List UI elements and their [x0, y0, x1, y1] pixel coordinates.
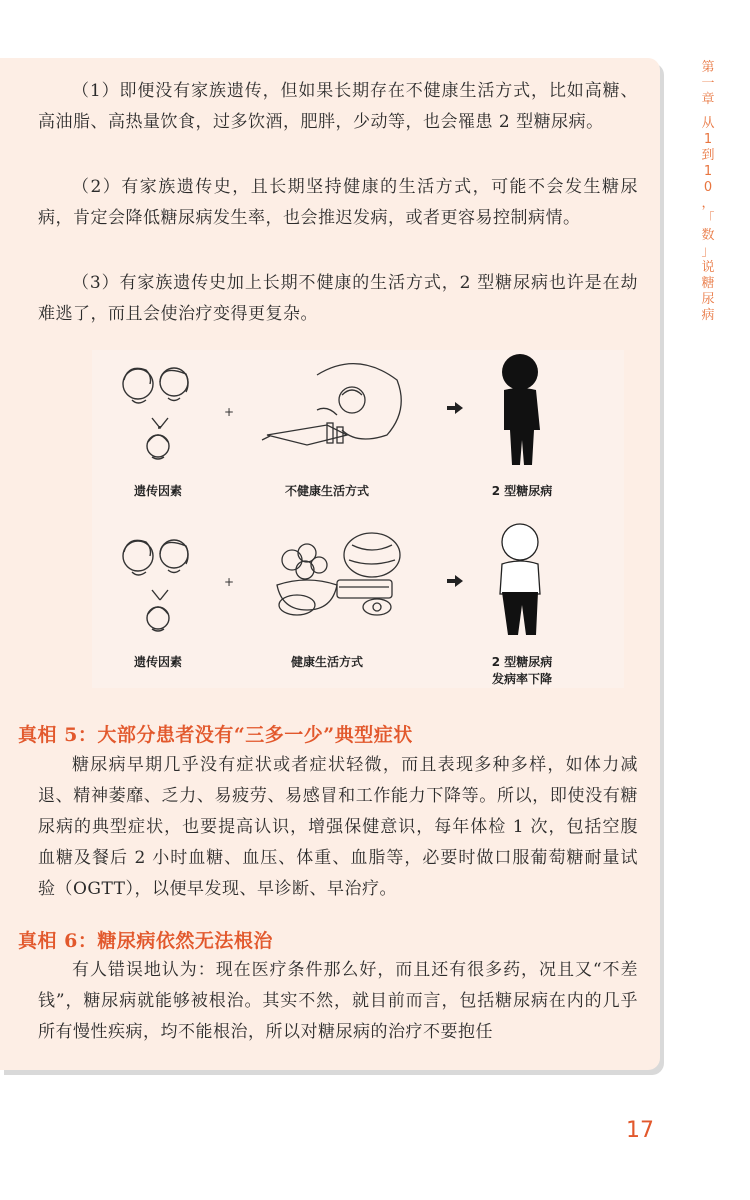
caption-line-1: 2 型糖尿病: [491, 655, 553, 669]
healthy-figure-icon: [490, 522, 550, 637]
section6-heading: 真相 6：糖尿病依然无法根治: [18, 930, 273, 952]
page-number: 17: [626, 1118, 654, 1143]
caption-genetic-2: 遗传因素: [133, 655, 182, 669]
paragraph-3: （3）有家族遗传史加上长期不健康的生活方式，2 型糖尿病也许是在劫难逃了，而且会使治疗变得更复杂。: [38, 273, 638, 324]
arrow-icon-1: [447, 402, 463, 414]
caption-diabetes-decrease: [472, 654, 572, 688]
chapter-side-title: 第 一 章 从 1 到 1 0 ， 「 数 」 说 糖 尿 病: [701, 60, 715, 323]
illustration: [92, 350, 624, 688]
diabetic-figure-icon: [490, 352, 550, 467]
section5-body: 糖尿病早期几乎没有症状或者症状轻微，而且表现多种多样，如体力减退、精神萎靡、乏力、易疲劳、易感冒和工作能力下降等。所以，即使没有糖尿病的典型症状，也要提高认识，增强保健意识，每年体检 1 次，包括空腹血糖及餐后 2 小时血糖、血压、体重、血脂等，必要时做口服葡萄糖耐量试验（OGTT），以便早发现、早诊断、早治疗。: [38, 755, 638, 899]
family-parents-icon-2: [112, 530, 202, 640]
plus-sign-1: +: [224, 405, 235, 419]
paragraph-2: （2）有家族遗传史，且长期坚持健康的生活方式，可能不会发生糖尿病，肯定会降低糖尿病发生率，也会推迟发病，或者更容易控制病情。: [38, 177, 638, 228]
section5-heading: 真相 5：大部分患者没有“三多一少”典型症状: [18, 724, 413, 746]
healthy-food-icon: [267, 525, 407, 620]
caption-healthy-lifestyle: 健康生活方式: [290, 655, 363, 669]
lazy-person-icon: [257, 355, 407, 465]
caption-type2-diabetes: 2 型糖尿病: [491, 484, 553, 498]
caption-line-2: 发病率下降: [491, 672, 552, 686]
arrow-icon-2: [447, 575, 463, 587]
caption-unhealthy-lifestyle: 不健康生活方式: [284, 484, 369, 498]
caption-genetic-1: 遗传因素: [133, 484, 182, 498]
section6-body: 有人错误地认为：现在医疗条件那么好，而且还有很多药，况且又“不差钱”，糖尿病就能够被根治。其实不然，就目前而言，包括糖尿病在内的几乎所有慢性疾病，均不能根治，所以对糖尿病的治疗不要抱任: [38, 960, 638, 1042]
paragraph-1: （1）即便没有家族遗传，但如果长期存在不健康生活方式，比如高糖、高油脂、高热量饮食，过多饮酒，肥胖，少动等，也会罹患 2 型糖尿病。: [38, 81, 638, 132]
family-parents-icon: [112, 358, 202, 468]
plus-sign-2: +: [224, 575, 235, 589]
